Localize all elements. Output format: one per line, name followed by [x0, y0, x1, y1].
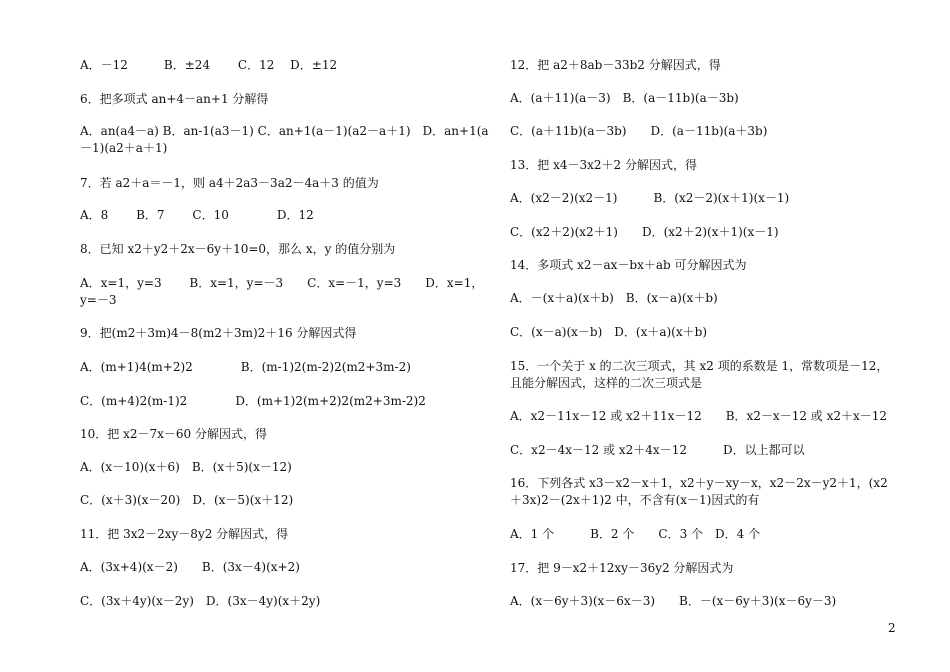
q13-stem: 13．把 x4－3x2＋2 分解因式，得 [510, 158, 697, 172]
q8-options: A．x=1，y=3 B．x=1，y=－3 C．x=－1，y=3 D．x=1， [80, 276, 484, 290]
q16-options: A．1 个 B．2 个 C．3 个 D．4 个 [510, 527, 761, 541]
q14-options-ab: A．－(x＋a)(x＋b) B．(x－a)(x＋b) [510, 291, 718, 305]
q15-options-ab: A．x2－11x－12 或 x2＋11x－12 B．x2－x－12 或 x2＋x－12 [510, 409, 888, 423]
q8-options-continued: y=－3 [80, 293, 117, 307]
q16-stem-continued: ＋3x)2－(2x＋1)2 中，不含有(x－1)因式的有 [510, 493, 760, 507]
q11-options-ab: A．(3x+4)(x－2) B．(3x－4)(x+2) [80, 560, 300, 574]
q6-stem: 6．把多项式 an+4－an+1 分解得 [80, 92, 269, 106]
q9-options-cd: C．(m+4)2(m-1)2 D．(m+1)2(m+2)2(m2+3m-2)2 [80, 394, 426, 408]
q9-options-ab: A．(m+1)4(m+2)2 B．(m-1)2(m-2)2(m2+3m-2) [80, 360, 411, 374]
q6-options-continued: －1)(a2＋a＋1) [80, 141, 168, 155]
q13-options-cd: C．(x2＋2)(x2＋1) D．(x2＋2)(x＋1)(x－1) [510, 225, 779, 239]
q8-stem: 8．已知 x2＋y2＋2x－6y＋10=0，那么 x，y 的值分别为 [80, 242, 396, 256]
q7-stem: 7．若 a2＋a＝－1，则 a4＋2a3－3a2－4a＋3 的值为 [80, 176, 379, 190]
q12-stem: 12．把 a2＋8ab－33b2 分解因式，得 [510, 58, 721, 72]
q17-stem: 17．把 9－x2＋12xy－36y2 分解因式为 [510, 561, 734, 575]
q17-options: A．(x－6y＋3)(x－6x－3) B．－(x－6y＋3)(x－6y－3) [510, 594, 837, 608]
q9-stem: 9．把(m2＋3m)4－8(m2＋3m)2＋16 分解因式得 [80, 326, 357, 340]
q15-stem: 15．一个关于 x 的二次三项式，其 x2 项的系数是 1，常数项是－12， [510, 359, 889, 373]
q15-stem-continued: 且能分解因式，这样的二次三项式是 [510, 376, 703, 390]
q7-options: A．8 B．7 C．10 D．12 [80, 208, 314, 222]
q11-options-cd: C．(3x＋4y)(x－2y) D．(3x－4y)(x＋2y) [80, 594, 321, 608]
page-number: 2 [888, 621, 896, 635]
q14-options-cd: C．(x－a)(x－b) D．(x＋a)(x＋b) [510, 325, 707, 339]
q16-stem: 16．下列各式 x3－x2－x＋1，x2＋y－xy－x，x2－2x－y2＋1，(x2 [510, 476, 888, 490]
q10-options-ab: A．(x－10)(x＋6) B．(x＋5)(x－12) [80, 460, 292, 474]
q12-options-cd: C．(a＋11b)(a－3b) D．(a－11b)(a＋3b) [510, 124, 768, 138]
q13-options-ab: A．(x2－2)(x2－1) B．(x2－2)(x＋1)(x－1) [510, 191, 790, 205]
q5-options: A．－12 B．±24 C．12 D．±12 [80, 58, 338, 72]
q10-stem: 10．把 x2－7x－60 分解因式，得 [80, 427, 267, 441]
q6-options: A．an(a4－a) B．an-1(a3－1) C．an+1(a－1)(a2－a＋1) D．an+1(a [80, 124, 489, 138]
q14-stem: 14．多项式 x2－ax－bx＋ab 可分解因式为 [510, 258, 747, 272]
q10-options-cd: C．(x＋3)(x－20) D．(x－5)(x＋12) [80, 493, 294, 507]
q11-stem: 11．把 3x2－2xy－8y2 分解因式，得 [80, 527, 289, 541]
q12-options-ab: A．(a＋11)(a－3) B．(a－11b)(a－3b) [510, 91, 739, 105]
q15-options-cd: C．x2－4x－12 或 x2＋4x－12 D．以上都可以 [510, 443, 805, 457]
